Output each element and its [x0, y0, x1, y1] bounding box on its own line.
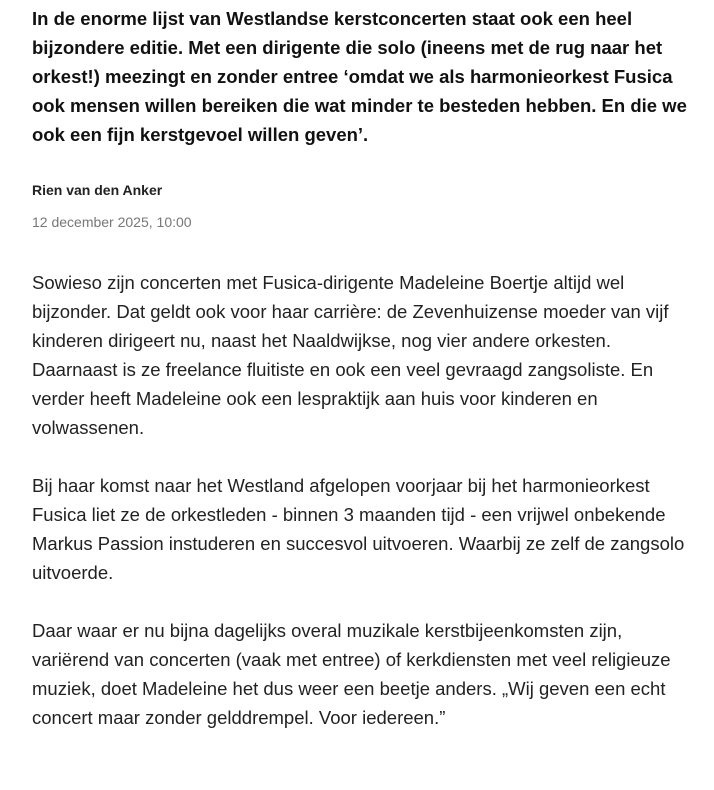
publish-date: 12 december 2025, 10:00 — [32, 214, 192, 230]
body-paragraph: Bij haar komst naar het Westland afgelopen voorjaar bij het harmonieorkest Fusica liet ze de orkestleden - binnen 3 maanden tijd - een vrijwel onbekende Markus Passion instuderen en succesvol uitvoeren. Waarbij ze zelf de zangsolo uitvoerde. — [32, 475, 685, 583]
body-paragraph: Daar waar er nu bijna dagelijks overal muzikale kerstbijeenkomsten zijn, variërend van concerten (vaak met entree) of kerkdiensten met veel religieuze muziek, doet Madeleine het dus weer een beetje anders. „Wij geven een echt concert maar zonder gelddrempel. Voor iedereen.” — [32, 620, 671, 728]
author-name[interactable]: Rien van den Anker — [32, 182, 163, 198]
body-paragraph: Sowieso zijn concerten met Fusica-dirigente Madeleine Boertje altijd wel bijzonder. Dat geldt ook voor haar carrière: de Zevenhuizense moeder van vijf kinderen dirigeert nu, naast het Naaldwijkse, nog vier andere orkesten. Daarnaast is ze freelance fluitiste en ook een veel gevraagd zangsoliste. En verder heeft Madeleine ook een lespraktijk aan huis voor kinderen en volwassenen. — [32, 272, 669, 438]
byline — [32, 180, 694, 232]
article-lead: In de enorme lijst van Westlandse kerstconcerten staat ook een heel bijzondere editie. Met een dirigente die solo (ineens met de rug naar het orkest!) meezingt en zonder entree ‘omdat we als harmonieorkest Fusica ook mensen willen bereiken die wat minder te besteden hebben. En die we ook een fijn kerstgevoel willen geven’. — [32, 8, 687, 145]
